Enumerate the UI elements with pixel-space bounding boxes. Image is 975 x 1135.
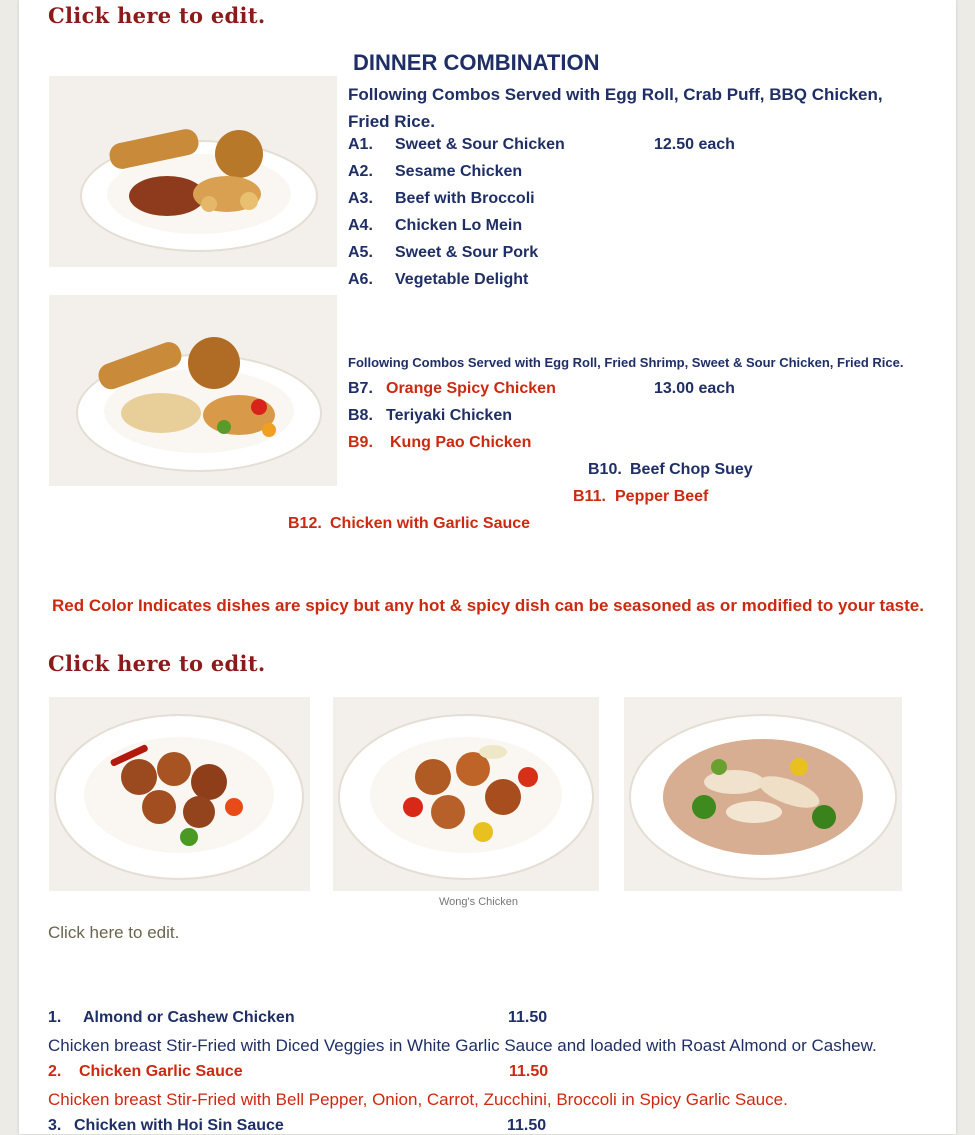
combo-a-photo (49, 76, 337, 267)
menu-item-1-description: Chicken breast Stir-Fried with Diced Veggies in White Garlic Sauce and loaded with Roast Almond or Cashew. (48, 1036, 877, 1055)
combo-a-name-3: Beef with Broccoli (395, 190, 535, 207)
gallery-photo-3 (624, 697, 902, 891)
page-content (19, 0, 956, 1134)
combo-a-name-4: Chicken Lo Mein (395, 217, 523, 234)
combo-b-code-7: B7. (348, 380, 373, 397)
combo-b-name-10: Beef Chop Suey (630, 461, 753, 478)
combo-b-name-7: Orange Spicy Chicken (386, 380, 556, 397)
menu-item-2-name: Chicken Garlic Sauce (79, 1063, 243, 1080)
edit-link-top[interactable]: Click here to edit. (48, 3, 266, 28)
combo-b-code-10: B10. (588, 461, 622, 478)
menu-item-2-number: 2. (48, 1063, 62, 1080)
dinner-title: DINNER COMBINATION (353, 50, 600, 75)
combo-b-code-9: B9. (348, 434, 373, 451)
edit-link-plain[interactable]: Click here to edit. (48, 923, 180, 942)
combo-a-code-2: A2. (348, 163, 373, 180)
menu-item-3-name: Chicken with Hoi Sin Sauce (74, 1117, 284, 1134)
combo-a-code-3: A3. (348, 190, 373, 207)
combo-b-subtitle: Following Combos Served with Egg Roll, Fried Shrimp, Sweet & Sour Chicken, Fried Rice. (348, 355, 904, 370)
combo-b-name-11: Pepper Beef (615, 488, 709, 505)
combo-a-price: 12.50 each (654, 136, 735, 153)
menu-item-2-price: 11.50 (509, 1063, 549, 1080)
combo-a-name-1: Sweet & Sour Chicken (395, 136, 565, 153)
gallery-caption: Wong's Chicken (439, 896, 518, 908)
menu-item-1-name: Almond or Cashew Chicken (83, 1009, 295, 1026)
combo-b-code-11: B11. (573, 488, 606, 505)
menu-item-3-number: 3. (48, 1117, 62, 1134)
combo-a-name-2: Sesame Chicken (395, 163, 523, 180)
spicy-note: Red Color Indicates dishes are spicy but any hot & spicy dish can be seasoned as or modified to your taste. (52, 596, 924, 615)
combo-a-name-6: Vegetable Delight (395, 271, 529, 288)
combo-b-code-8: B8. (348, 407, 373, 424)
combo-a-subtitle: Following Combos Served with Egg Roll, Crab Puff, BBQ Chicken, Fried Rice. (348, 85, 883, 131)
combo-b-price: 13.00 each (654, 380, 735, 397)
combo-a-code-4: A4. (348, 217, 373, 234)
combo-b-code-12: B12. (288, 515, 322, 532)
combo-b-name-9: Kung Pao Chicken (390, 434, 532, 451)
gallery-photo-1 (49, 697, 310, 891)
combo-a-code-1: A1. (348, 136, 373, 153)
menu-item-1-price: 11.50 (508, 1009, 548, 1026)
edit-link-middle[interactable]: Click here to edit. (48, 651, 266, 676)
gallery-photo-2 (333, 697, 599, 891)
combo-b-name-12: Chicken with Garlic Sauce (330, 515, 531, 532)
combo-b-photo (49, 295, 337, 486)
menu-item-3-price: 11.50 (507, 1117, 547, 1134)
menu-item-1-number: 1. (48, 1009, 62, 1026)
combo-b-name-8: Teriyaki Chicken (386, 407, 512, 424)
combo-a-name-5: Sweet & Sour Pork (395, 244, 539, 261)
combo-a-code-6: A6. (348, 271, 373, 288)
combo-a-code-5: A5. (348, 244, 373, 261)
menu-item-2-description: Chicken breast Stir-Fried with Bell Pepper, Onion, Carrot, Zucchini, Broccoli in Spicy Garlic Sauce. (48, 1090, 788, 1109)
